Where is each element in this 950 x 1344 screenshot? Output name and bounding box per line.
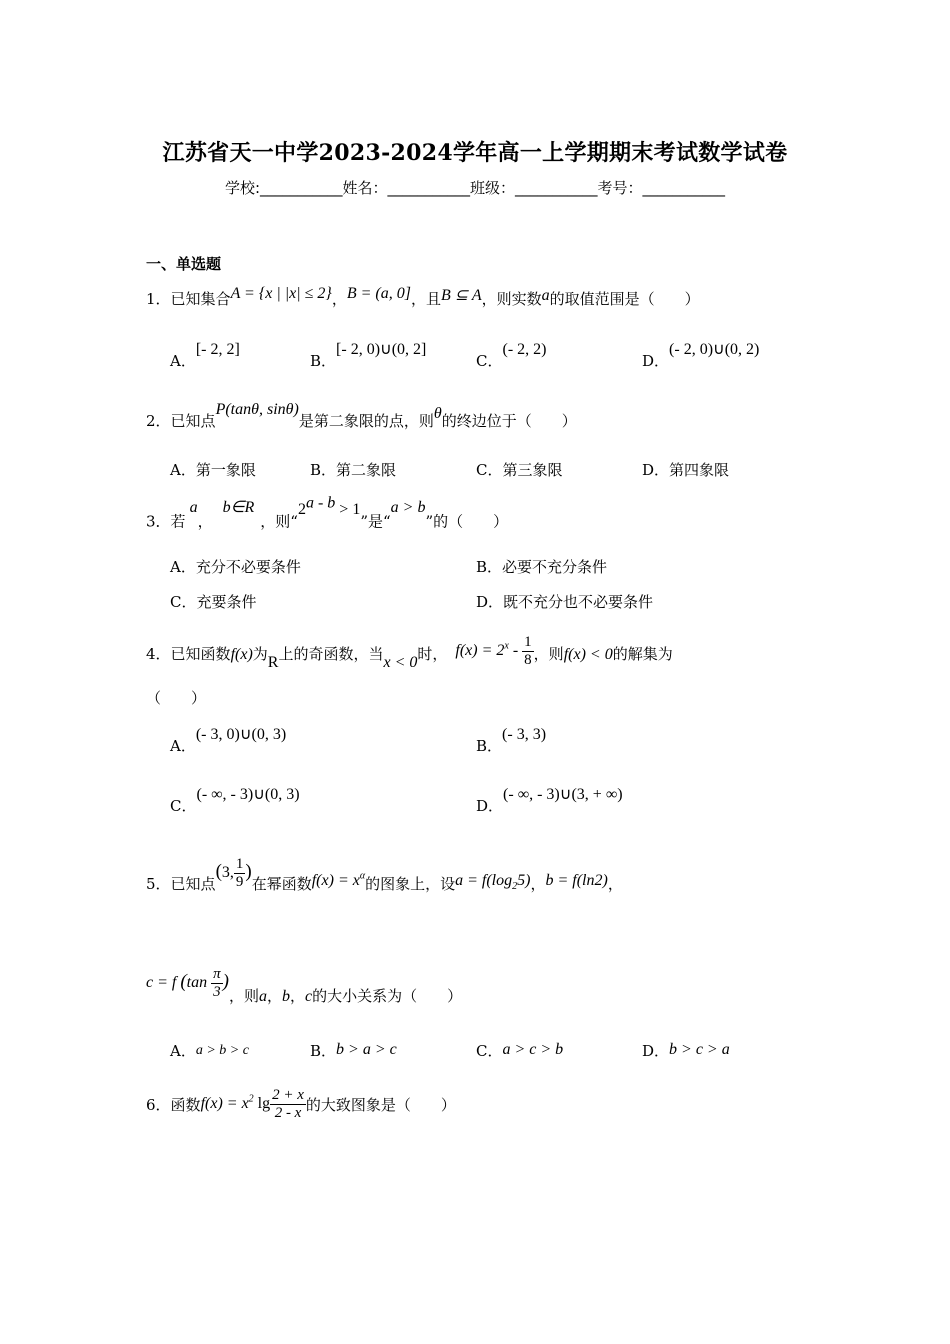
question-4 — [146, 634, 673, 673]
math-expression: c — [305, 988, 313, 1006]
question-6 — [146, 1089, 456, 1124]
option-label: D． — [476, 797, 504, 815]
option-value: (- 2, 2) — [502, 341, 547, 358]
question-text: 的大致图象是（ ） — [305, 1096, 456, 1115]
question-text: 是第二象限的点，则 — [298, 412, 434, 430]
question-text: ，则“ — [260, 512, 298, 531]
question-5-cont — [146, 966, 463, 1015]
option-c[interactable] — [170, 591, 257, 612]
option-label: B． — [310, 461, 337, 479]
question-text: 已知点 — [170, 412, 216, 430]
option-b[interactable] — [310, 1040, 397, 1061]
question-text: ”是“ — [360, 512, 391, 531]
question-text: ，则实数 — [481, 290, 542, 308]
question-text: 若 — [170, 512, 186, 531]
question-3 — [146, 495, 509, 531]
option-value: 第三象限 — [502, 461, 563, 479]
question-text: 在幂函数 — [251, 875, 312, 894]
option-value: (- 2, 0)∪(0, 2) — [669, 341, 760, 358]
question-text: ，且 — [410, 290, 441, 308]
option-c[interactable] — [476, 1040, 563, 1061]
option-a[interactable] — [170, 341, 240, 371]
option-d[interactable] — [476, 786, 623, 816]
option-label: A． — [170, 558, 196, 576]
option-value: [- 2, 0)∪(0, 2] — [336, 341, 427, 358]
option-label: B． — [310, 352, 337, 370]
option-c[interactable] — [476, 459, 563, 480]
option-label: A． — [170, 1042, 196, 1060]
question-text: 已知函数 — [170, 645, 231, 664]
math-expression: f(x) — [230, 646, 253, 664]
option-label: A． — [170, 737, 196, 755]
math-expression: x < 0 — [383, 654, 418, 672]
math-expression: a — [258, 988, 267, 1006]
question-4-paren: （ ） — [146, 689, 207, 707]
math-expression: b — [282, 988, 290, 1006]
question-text: 函数 — [170, 1096, 201, 1115]
math-expression: $f(x) = 2^x$ - $\frac{1}{8}$ — [455, 634, 532, 668]
option-label: D． — [642, 352, 670, 370]
option-a[interactable] — [170, 459, 256, 480]
section-heading: 一、单选题 — [146, 255, 222, 273]
option-b[interactable] — [310, 459, 396, 480]
question-number: 3． — [146, 512, 171, 531]
option-d[interactable] — [642, 1040, 730, 1061]
option-label: C． — [476, 1042, 503, 1060]
math-expression: $a = f(\log_25)$ — [455, 872, 531, 893]
option-label: C． — [476, 352, 503, 370]
question-number: 6． — [146, 1096, 171, 1115]
option-value: a > b > c — [195, 1043, 249, 1058]
question-text: 时， — [417, 645, 448, 664]
question-text: 上的奇函数，当 — [278, 645, 384, 664]
option-value: a > c > b — [502, 1041, 564, 1058]
option-d[interactable] — [642, 459, 729, 480]
math-expression: c = f (tan $\frac{\pi}{3}$ ) — [146, 966, 229, 1000]
math-expression: a > b — [390, 499, 426, 517]
option-label: B． — [476, 558, 503, 576]
option-value: 充分不必要条件 — [195, 558, 301, 576]
option-value: b > a > c — [336, 1041, 397, 1058]
math-expression: $f(x) = x^\alpha$ — [311, 870, 366, 890]
option-value: 充要条件 — [196, 593, 257, 611]
question-number: 2． — [146, 412, 171, 430]
question-number: 5． — [146, 875, 171, 894]
math-expression: P(tanθ, sinθ) — [215, 401, 299, 418]
math-expression: B ⊆ A — [440, 287, 482, 304]
option-label: A． — [170, 461, 196, 479]
option-c[interactable] — [476, 341, 547, 371]
option-value: (- ∞, - 3)∪(3, + ∞) — [503, 786, 623, 803]
math-expression: a — [189, 499, 198, 517]
question-text: 已知点 — [170, 875, 216, 894]
question-text: 的大小关系为（ ） — [312, 987, 463, 1006]
math-expression: $f(x) = x^2$ lg $\frac{2 + x}{2 - x}$ — [200, 1087, 304, 1121]
math-expression: R — [267, 654, 279, 672]
option-b[interactable] — [476, 556, 607, 577]
option-value: [- 2, 2] — [195, 341, 240, 358]
math-expression: A = {x | |x| ≤ 2} — [230, 285, 332, 302]
option-value: (- ∞, - 3)∪(0, 3) — [196, 786, 300, 803]
question-text: ， — [266, 987, 282, 1006]
question-text: ”的（ ） — [425, 512, 509, 531]
option-label: C． — [476, 461, 503, 479]
option-value: (- 3, 0)∪(0, 3) — [195, 726, 287, 743]
math-expression: b∈R — [222, 499, 255, 517]
student-info-line: 学校:___________姓名：___________班级：___________考号：___________ — [224, 179, 726, 197]
option-label: A． — [170, 352, 196, 370]
question-text: ， — [331, 290, 347, 308]
option-label: D． — [476, 593, 504, 611]
math-expression: θ — [433, 405, 442, 422]
question-text: 的解集为 — [612, 645, 673, 664]
math-expression: $2^{a - b} > 1$ — [297, 495, 361, 519]
question-2 — [146, 401, 577, 431]
question-text: ，则 — [228, 987, 259, 1006]
question-text: ， — [197, 512, 213, 531]
option-a[interactable] — [170, 726, 287, 756]
question-text: 为 — [252, 645, 268, 664]
option-value: 第四象限 — [669, 461, 730, 479]
option-b[interactable] — [476, 726, 547, 756]
option-label: D． — [642, 461, 670, 479]
option-a[interactable] — [170, 556, 301, 577]
question-text: 已知集合 — [170, 290, 231, 308]
option-value: 必要不充分条件 — [502, 558, 608, 576]
question-5 — [146, 856, 623, 903]
question-text: 的终边位于（ ） — [441, 412, 577, 430]
math-expression: f(x) < 0 — [563, 646, 613, 664]
math-expression: B = (a, 0] — [346, 285, 411, 302]
question-text: 的取值范围是（ ） — [549, 290, 700, 308]
question-text: 的图象上，设 — [365, 875, 456, 894]
question-text: ， — [530, 875, 546, 894]
question-text: ， — [607, 875, 623, 894]
option-value: 第一象限 — [195, 461, 256, 479]
option-label: B． — [310, 1042, 337, 1060]
math-expression: a — [541, 287, 550, 304]
option-c[interactable] — [170, 786, 300, 816]
question-text: ， — [290, 987, 306, 1006]
math-expression: b = f(ln2) — [545, 872, 608, 890]
option-value: b > c > a — [669, 1041, 730, 1058]
option-label: C． — [170, 797, 197, 815]
option-d[interactable] — [642, 341, 760, 371]
option-b[interactable] — [310, 341, 427, 371]
question-number: 1． — [146, 290, 171, 308]
option-value: (- 3, 3) — [502, 726, 547, 743]
question-number: 4． — [146, 645, 171, 664]
question-text: ，则 — [533, 645, 564, 664]
option-value: 既不充分也不必要条件 — [503, 593, 654, 611]
option-label: D． — [642, 1042, 670, 1060]
option-value: 第二象限 — [336, 461, 397, 479]
exam-title: 江苏省天一中学2023-2024学年高一上学期期末考试数学试卷 — [162, 140, 788, 166]
math-expression: (3, $\frac{1}{9}$ ) — [215, 856, 252, 890]
option-a[interactable] — [170, 1040, 249, 1061]
question-1 — [146, 285, 700, 309]
option-label: B． — [476, 737, 503, 755]
option-label: C． — [170, 593, 197, 611]
option-d[interactable] — [476, 591, 653, 612]
